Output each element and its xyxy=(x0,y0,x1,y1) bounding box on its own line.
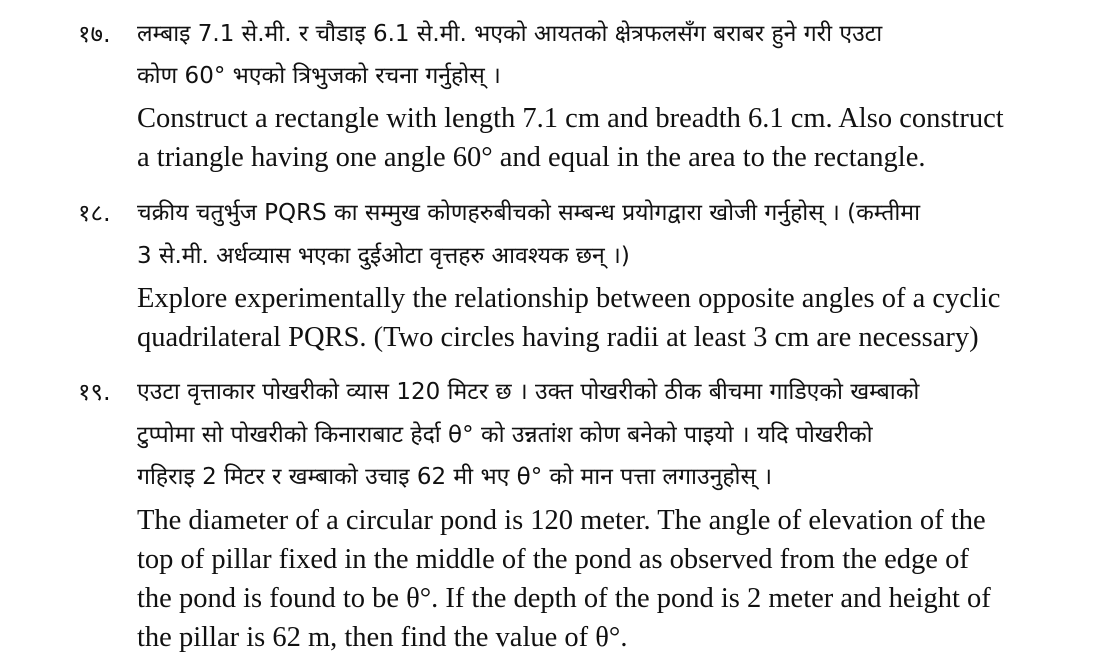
nepali-line: टुप्पोमा सो पोखरीको किनाराबाट हेर्दा θ° को उन्नतांश कोण बनेको पाइयो । यदि पोखरीको xyxy=(137,422,873,448)
nepali-line: 3 से.मी. अर्धव्यास भएका दुईओटा वृत्तहरु आवश्यक छन् ।) xyxy=(137,243,630,269)
nepali-line: कोण 60° भएको त्रिभुजको रचना गर्नुहोस् । xyxy=(137,63,501,89)
english-line: the pond is found to be θ°. If the depth of the pond is 2 meter and height of xyxy=(137,583,991,614)
english-line: top of pillar fixed in the middle of the pond as observed from the edge of xyxy=(137,544,969,575)
english-line: the pillar is 62 m, then find the value of θ°. xyxy=(137,622,628,653)
nepali-line: एउटा वृत्ताकार पोखरीको व्यास 120 मिटर छ । उक्त पोखरीको ठीक बीचमा गाडिएको खम्बाको xyxy=(137,379,920,405)
question-number: १९. xyxy=(78,378,111,406)
question-number: १७. xyxy=(78,20,111,48)
english-line: Explore experimentally the relationship between opposite angles of a cyclic xyxy=(137,283,1001,314)
nepali-line: गहिराइ 2 मिटर र खम्बाको उचाइ 62 मी भए θ° को मान पत्ता लगाउनुहोस् । xyxy=(137,464,773,490)
question-number: १८. xyxy=(78,199,111,227)
nepali-line: लम्बाइ 7.1 से.मी. र चौडाइ 6.1 से.मी. भएको आयतको क्षेत्रफलसँग बराबर हुने गरी एउटा xyxy=(137,21,883,47)
english-line: quadrilateral PQRS. (Two circles having radii at least 3 cm are necessary) xyxy=(137,322,979,353)
english-line: a triangle having one angle 60° and equal in the area to the rectangle. xyxy=(137,142,926,173)
nepali-line: चक्रीय चतुर्भुज PQRS का सम्मुख कोणहरुबीचको सम्बन्ध प्रयोगद्वारा खोजी गर्नुहोस् । (कम्तीमा xyxy=(137,200,921,226)
english-line: Construct a rectangle with length 7.1 cm and breadth 6.1 cm. Also construct xyxy=(137,103,1004,134)
english-line: The diameter of a circular pond is 120 meter. The angle of elevation of the xyxy=(137,505,986,536)
